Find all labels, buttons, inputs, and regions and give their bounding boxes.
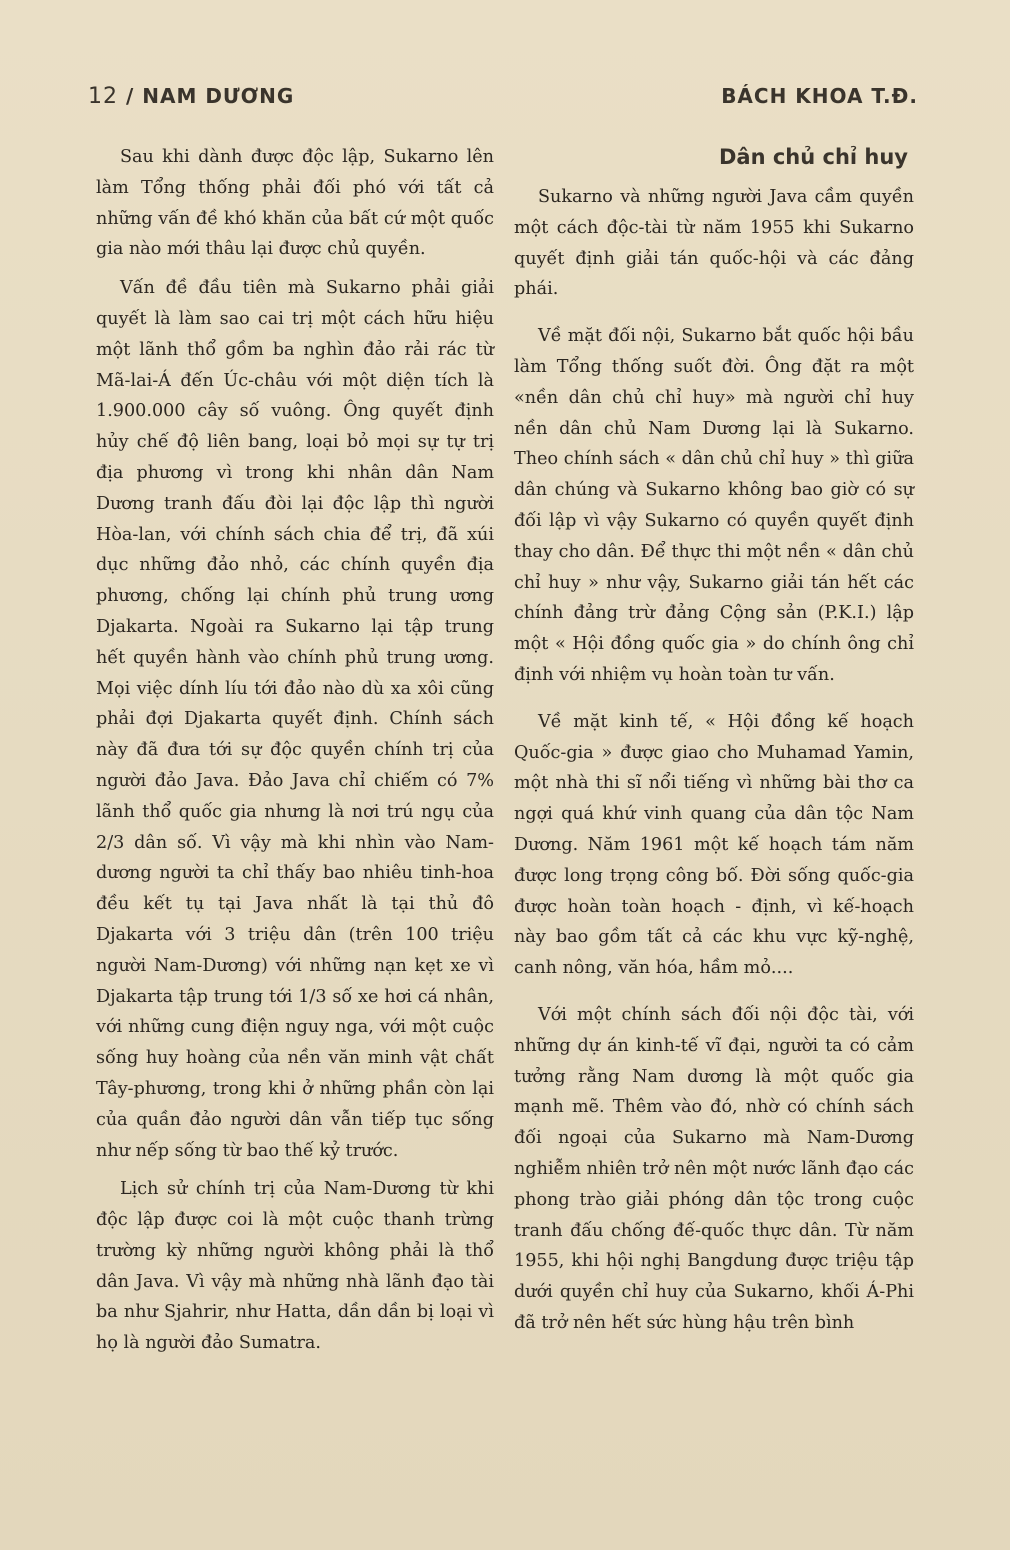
header-left [88,84,294,109]
running-title: NAM DƯƠNG [142,84,295,108]
publication-name: BÁCH KHOA T.Đ. [721,84,918,108]
paragraph: Với một chính sách đối nội độc tài, với những dự án kinh-tế vĩ đại, người ta có cảm tưởng rằng Nam dương là một quốc gia mạnh mẽ. Thêm vào đó, nhờ có chính sách đối ngoại của Sukarno mà Nam-Dương nghiễm nhiên trở nên một nước lãnh đạo các phong trào giải phóng dân tộc trong cuộc tranh đấu chống đế-quốc thực dân. Từ năm 1955, khi hội nghị Bangdung được triệu tập dưới quyền chỉ huy của Sukarno, khối Á-Phi đã trở nên hết sức hùng hậu trên bình [514,1004,914,1333]
paragraph: Về mặt kinh tế, « Hội đồng kế hoạch Quốc-gia » được giao cho Muhamad Yamin, một nhà thi sĩ nổi tiếng vì những bài thơ ca ngợi quá khứ vinh quang của dân tộc Nam Dương. Năm 1961 một kế hoạch tám năm được long trọng công bố. Đời sống quốc-gia được hoàn toàn hoạch - định, vì kế-hoạch này bao gồm tất cả các khu vực kỹ-nghệ, canh nông, văn hóa, hầm mỏ.... [514,711,914,979]
page-header [88,84,918,114]
paragraph: Sau khi dành được độc lập, Sukarno lên làm Tổng thống phải đối phó với tất cả những vấn đề khó khăn của bất cứ một quốc gia nào mới thâu lại được chủ quyền. [96,147,494,260]
paragraph: Sukarno và những người Java cầm quyền một cách độc-tài từ năm 1955 khi Sukarno quyết định giải tán quốc-hội và các đảng phái. [514,187,914,300]
paragraph: Lịch sử chính trị của Nam-Dương từ khi độc lập được coi là một cuộc thanh trừng trường kỳ những người không phải là thổ dân Java. Vì vậy mà những nhà lãnh đạo tài ba như Sjahrir, như Hatta, dần dần bị loại vì họ là người đảo Sumatra. [96,1179,494,1354]
paragraph: Vấn đề đầu tiên mà Sukarno phải giải quyết là làm sao cai trị một cách hữu hiệu một lãnh thổ gồm ba nghìn đảo rải rác từ Mã-lai-Á đến Úc-châu với một diện tích là 1.900.000 cây số vuông. Ông quyết định hủy chế độ liên bang, loại bỏ mọi sự tự trị địa phương vì trong khi nhân dân Nam Dương tranh đấu đòi lại độc lập thì người Hòa-lan, với chính sách chia để trị, đã xúi dục những đảo nhỏ, các chính quyền địa phương, chống lại chính phủ trung ương Djakarta. Ngoài ra Sukarno lại tập trung hết quyền hành vào chính phủ trung ương. Mọi việc dính líu tới đảo nào dù xa xôi cũng phải đợi Djakarta quyết định. Chính sách này đã đưa tới sự độc quyền chính trị của người đảo Java. Đảo Java chỉ chiếm có 7% lãnh thổ quốc gia nhưng là nơi trú ngụ của 2/3 dân số. Vì vậy mà khi nhìn vào Nam-dương người ta chỉ thấy bao nhiêu tinh-hoa đều kết tụ tại Java nhất là tại thủ đô Djakarta với 3 triệu dân (trên 100 triệu người Nam-Dương) với những nạn kẹt xe vì Djakarta tập trung tới 1/3 số xe hơi cá nhân, với những cung điện nguy nga, với một cuộc sống huy hoàng của nền văn minh vật chất Tây-phương, trong khi ở những phần còn lại của quần đảo người dân vẫn tiếp tục sống như nếp sống từ bao thế kỷ trước. [96,278,494,1161]
right-column [514,142,914,1339]
header-separator: / [125,84,135,108]
paragraph: Về mặt đối nội, Sukarno bắt quốc hội bầu làm Tổng thống suốt đời. Ông đặt ra một «nền dân chủ chỉ huy» mà người chỉ huy nền dân chủ Nam Dương lại là Sukarno. Theo chính sách « dân chủ chỉ huy » thì giữa dân chúng và Sukarno không bao giờ có sự đối lập vì vậy Sukarno có quyền quyết định thay cho dân. Để thực thi một nền « dân chủ chỉ huy » như vậy, Sukarno giải tán hết các chính đảng trừ đảng Cộng sản (P.K.I.) lập một « Hội đồng quốc gia » do chính ông chỉ định với nhiệm vụ hoàn toàn tư vấn. [514,326,914,685]
left-column [96,142,494,1359]
section-title: Dân chủ chỉ huy [718,145,908,169]
page-number: 12 [88,84,118,109]
